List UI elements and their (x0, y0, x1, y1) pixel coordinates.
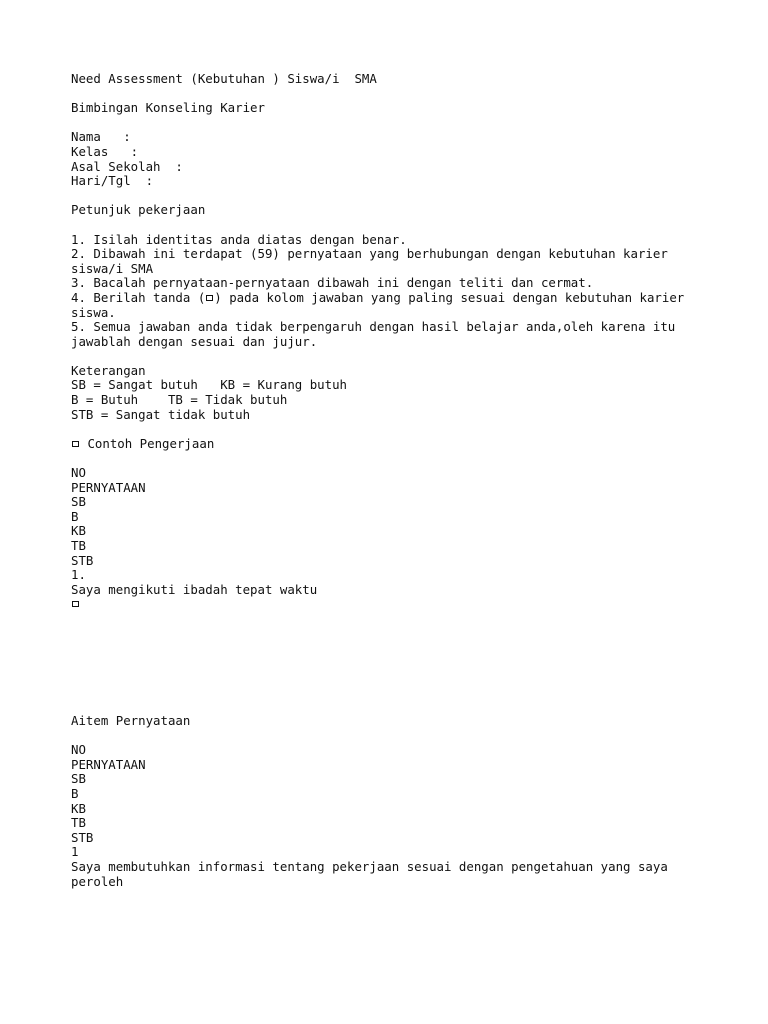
checkbox-symbol-icon (206, 295, 213, 301)
field-asal-sekolah: Asal Sekolah : (71, 158, 183, 174)
field-nama: Nama : (71, 129, 131, 145)
legend-line: B = Butuh TB = Tidak butuh (71, 392, 288, 408)
column-header: KB (71, 523, 86, 539)
instruction-item (71, 291, 711, 320)
column-header: STB (71, 829, 94, 845)
column-header: NO (71, 742, 86, 758)
example-row-number: 1. (71, 567, 86, 583)
instructions-heading: Petunjuk pekerjaan (71, 202, 206, 218)
legend-line: STB = Sangat tidak butuh (71, 406, 251, 422)
column-header: SB (71, 494, 86, 510)
column-header: B (71, 508, 79, 524)
column-header: STB (71, 552, 94, 568)
column-header: KB (71, 800, 86, 816)
column-header: SB (71, 771, 86, 787)
example-heading (71, 437, 711, 452)
instruction-item-part: ) pada kolom jawaban yang paling sesuai dengan kebutuhan karier siswa. (71, 289, 692, 320)
column-header: PERNYATAAN (71, 756, 146, 772)
instruction-item-part: 4. Berilah tanda ( (71, 289, 206, 305)
field-hari-tgl: Hari/Tgl : (71, 173, 154, 189)
column-header: TB (71, 538, 86, 553)
column-header: NO (71, 465, 86, 481)
instruction-item: 1. Isilah identitas anda diatas dengan benar. (71, 231, 407, 247)
checkbox-symbol-icon (72, 441, 79, 447)
column-header: B (71, 785, 79, 801)
item-row-number: 1 (71, 844, 79, 860)
instruction-item: 2. Dibawah ini terdapat (59) pernyataan yang berhubungan dengan kebutuhan karier siswa/i SMA (71, 246, 676, 276)
items-heading: Aitem Pernyataan (71, 712, 191, 728)
column-header: TB (71, 815, 86, 831)
instruction-item: 3. Bacalah pernyataan-pernyataan dibawah ini dengan teliti dan cermat. (71, 275, 594, 291)
field-kelas: Kelas : (71, 143, 139, 159)
checkbox-symbol-icon (72, 601, 79, 607)
column-header: PERNYATAAN (71, 479, 146, 495)
legend-heading: Keterangan (71, 362, 146, 378)
example-row-statement: Saya mengikuti ibadah tepat waktu (71, 581, 318, 597)
document-title: Need Assessment (Kebutuhan ) Siswa/i SMA (71, 71, 377, 86)
legend-line: SB = Sangat butuh KB = Kurang butuh (71, 377, 348, 393)
example-check-mark (71, 597, 711, 612)
instruction-item: 5. Semua jawaban anda tidak berpengaruh dengan hasil belajar anda,oleh karena itu jawablah dengan sesuai dan jujur. (71, 319, 683, 349)
item-row-statement: Saya membutuhkan informasi tentang pekerjaan sesuai dengan pengetahuan yang saya peroleh (71, 858, 676, 889)
document-page (71, 72, 711, 889)
document-subtitle: Bimbingan Konseling Karier (71, 100, 265, 116)
example-heading-text: Contoh Pengerjaan (80, 435, 215, 451)
